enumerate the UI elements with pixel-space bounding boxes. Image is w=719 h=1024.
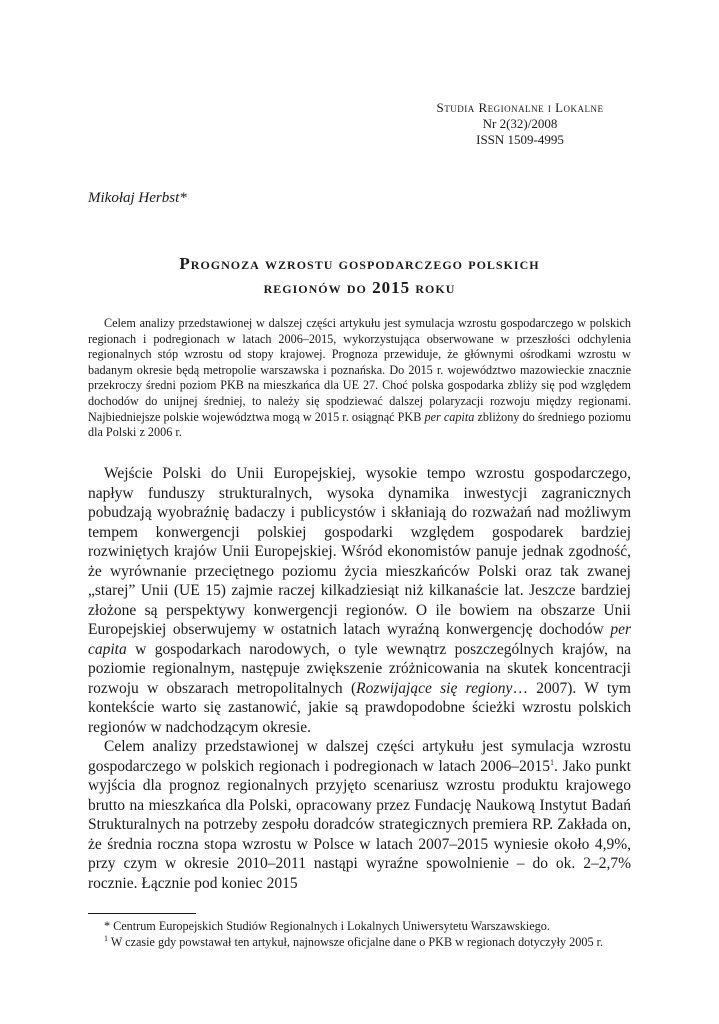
footnote-author xyxy=(88,919,631,935)
p2-text-b: . Jako punkt wyjścia dla prognoz regionalnych przyjęto scenariusz wzrostu produktu krajowego brutto na mieszkańca dla Polski, opracowany przez Fundację Naukową Instytut Badań Strukturalnych na potrzeby zespołu doradców strategicznych premiera RP. Zakłada on, że średnia roczna stopa wzrostu w Polsce w latach 2007–2015 wyniesie około 4,9%, przy czym w okresie 2010–2011 nastąpi wyraźne spowolnienie – do ok. 2–2,7% rocznie. Łącznie pod koniec 2015 xyxy=(88,757,631,892)
journal-issue: Nr 2(32)/2008 xyxy=(482,116,558,131)
abstract-text-2: zbliżony do średniego poziomu dla Polski z 2006 r. xyxy=(88,409,631,440)
footnotes xyxy=(88,919,631,950)
footnote-1-mark: 1 xyxy=(104,933,108,943)
p1-italic-2: Rozwijające się regiony xyxy=(356,679,513,697)
footnote-divider xyxy=(88,913,196,914)
p1-text-c: … 2007). W tym kontekście warto się zastanowić, jakie są prawdopodobne ścieżki wzrostu polskich regionów w nadchodzącym okresie. xyxy=(88,679,631,736)
article-title xyxy=(88,252,631,300)
abstract xyxy=(88,316,631,441)
p1-text-b: w gospodarkach narodowych, o tyle wewnątrz poszczególnych krajów, na poziomie regionalnym, następuje zwiększenie zróżnicowania na skutek koncentracji rozwoju w obszarach metropolitalnych ( xyxy=(88,640,631,697)
body-text xyxy=(88,464,631,893)
title-line-2: regionów do 2015 roku xyxy=(263,278,456,297)
footnote-1-text: W czasie gdy powstawał ten artykuł, najnowsze oficjalne dane o PKB w regionach dotyczyły 2005 r. xyxy=(108,934,604,949)
journal-header xyxy=(380,100,660,148)
footnote-1 xyxy=(88,935,631,951)
footnote-ref-1: 1 xyxy=(550,757,554,767)
title-line-1: Prognoza wzrostu gospodarczego polskich xyxy=(179,254,540,273)
abstract-text-1: Celem analizy przedstawionej w dalszej części artykułu jest symulacja wzrostu gospodarczego w polskich regionach i podregionach w latach 2006–2015, wykorzystująca obserwowane w przeszłości odchylenia regionalnych stóp wzrostu od stopy krajowej. Prognoza przewiduje, że głównymi ośrodkami wzrostu w badanym okresie będą metropolie warszawska i poznańska. Do 2015 r. województwo mazowieckie znacznie przekroczy średni poziom PKB na mieszkańca dla UE 27. Choć polska gospodarka zbliży się pod względem dochodów do unijnej średniej, to należy się spodziewać dalszej polaryzacji rozwoju między regionami. Najbiedniejsze polskie województwa mogą w 2015 r. osiągnąć PKB xyxy=(88,316,631,424)
paragraph-1 xyxy=(88,464,631,737)
journal-name: Studia Regionalne i Lokalne xyxy=(436,100,604,115)
p2-text-a: Celem analizy przedstawionej w dalszej części artykułu jest symulacja wzrostu gospodarczego w polskich regionach i podregionach w latach 2006–2015 xyxy=(88,738,631,775)
footnote-star-mark: * xyxy=(104,919,111,933)
p1-text-a: Wejście Polski do Unii Europejskiej, wysokie tempo wzrostu gospodarczego, napływ funduszy strukturalnych, wysoka dynamika inwestycji zagranicznych pobudzają wyobraźnię badaczy i publicystów i skłaniają do rozważań nad możliwym tempem konwergencji polskiej gospodarki względem gospodarek bardziej rozwiniętych krajów Unii Europejskiej. Wśród ekonomistów panuje jednak zgodność, że wyrównanie przeciętnego poziomu życia mieszkańców Polski oraz tak zwanej „starej” Unii (UE 15) zajmie raczej kilkadziesiąt niż kilkanaście lat. Jeszcze bardziej złożone są perspektywy konwergencji regionów. O ile bowiem na obszarze Unii Europejskiej obserwujemy w ostatnich latach wyraźną konwergencję dochodów xyxy=(88,465,631,638)
journal-issn: ISSN 1509-4995 xyxy=(476,132,564,147)
paragraph-2 xyxy=(88,737,631,893)
abstract-italic: per capita xyxy=(424,409,475,424)
footnote-author-text: Centrum Europejskich Studiów Regionalnych i Lokalnych Uniwersytetu Warszawskiego. xyxy=(110,919,550,933)
author-name: Mikołaj Herbst* xyxy=(88,190,187,206)
p1-italic-1: per capita xyxy=(88,621,631,658)
